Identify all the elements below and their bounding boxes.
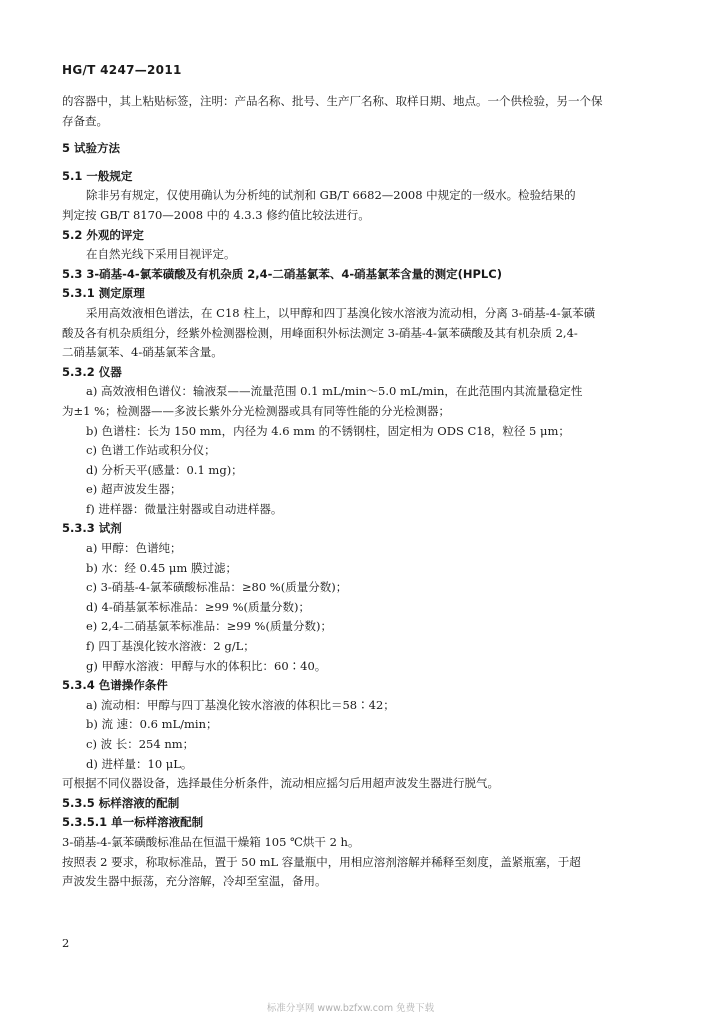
text-line: e) 超声波发生器； [86,482,182,497]
text-line: b) 流 速：0.6 mL/min； [86,717,218,732]
body-text [62,92,652,892]
section-heading: 5.3.2 仪器 [62,364,122,379]
section-heading: 5.3 3-硝基-4-氯苯磺酸及有机杂质 2,4-二硝基氯苯、4-硝基氯苯含量的测定(HPLC) [62,266,502,281]
text-line: 存备查。 [62,113,108,128]
section-heading: 5.3.4 色谱操作条件 [62,678,168,693]
text-line: e) 2,4-二硝基氯苯标准品：≥99 %(质量分数)； [86,619,332,634]
text-line: a) 高效液相色谱仪：输液泵——流量范围 0.1 mL/min～5.0 mL/min，在此范围内其流量稳定性 [86,384,583,399]
text-line: c) 色谱工作站或积分仪； [86,443,216,458]
spacer [62,131,652,139]
text-line: c) 波 长：254 nm； [86,737,195,751]
text-line: 除非另有规定，仅使用确认为分析纯的试剂和 GB/T 6682—2008 中规定的一级水。检验结果的 [86,188,576,203]
section-heading: 5.2 外观的评定 [62,227,144,242]
page-number: 2 [62,936,70,950]
text-line: 可根据不同仪器设备，选择最佳分析条件，流动相应摇匀后用超声波发生器进行脱气。 [62,776,499,791]
text-line: 为±1 %；检测器——多波长紫外分光检测器或具有同等性能的分光检测器； [62,403,451,418]
text-line: 的容器中，其上粘贴标签，注明：产品名称、批号、生产厂名称、取样日期、地点。一个供检验，另一个保 [62,94,603,108]
text-line: a) 流动相：甲醇与四丁基溴化铵水溶液的体积比＝58∶42； [86,697,395,712]
watermark-footer: 标准分享网 www.bzfxw.com 免费下载 [266,1003,435,1014]
text-line: 酸及各有机杂质组分，经紫外检测器检测，用峰面积外标法测定 3-硝基-4-氯苯磺酸及其有机杂质 2,4- [62,325,578,340]
text-line: a) 甲醇：色谱纯； [86,541,182,556]
text-line: 采用高效液相色谱法，在 C18 柱上，以甲醇和四丁基溴化铵水溶液为流动相，分离 3-硝基-4-氯苯磺 [86,305,596,320]
section-heading: 5.3.5.1 单一标样溶液配制 [62,815,204,830]
section-heading: 5.3.1 测定原理 [62,286,145,301]
section-heading: 5.1 一般规定 [62,168,133,183]
text-line: 判定按 GB/T 8170—2008 中的 4.3.3 修约值比较法进行。 [62,207,370,222]
text-line: d) 分析天平(感量：0.1 mg)； [86,462,243,477]
text-line: 3-硝基-4-氯苯磺酸标准品在恒温干燥箱 105 ℃烘干 2 h。 [62,834,360,849]
text-line: f) 四丁基溴化铵水溶液：2 g/L； [86,639,255,654]
text-line: b) 色谱柱：长为 150 mm，内径为 4.6 mm 的不锈钢柱，固定相为 ODS C18，粒径 5 μm； [86,423,570,438]
text-line: f) 进样器：微量注射器或自动进样器。 [86,501,283,516]
text-line: 在自然光线下采用目视评定。 [86,247,236,262]
spacer [62,159,652,167]
text-line: d) 4-硝基氯苯标准品：≥99 %(质量分数)； [86,599,311,614]
text-line: c) 3-硝基-4-氯苯磺酸标准品：≥80 %(质量分数)； [86,580,348,595]
text-line: g) 甲醇水溶液：甲醇与水的体积比：60∶40。 [86,658,327,673]
section-heading: 5.3.5 标样溶液的配制 [62,795,180,810]
text-line: 二硝基氯苯、4-硝基氯苯含量。 [62,345,223,360]
text-line: 声波发生器中振荡，充分溶解，冷却至室温，备用。 [62,874,327,889]
standard-number-header: HG/T 4247—2011 [62,63,182,77]
text-line: 按照表 2 要求，称取标准品，置于 50 mL 容量瓶中，用相应溶剂溶解并稀释至刻度，盖紧瓶塞，于超 [62,854,581,869]
text-line: d) 进样量：10 μL。 [86,756,193,771]
section-heading: 5.3.3 试剂 [62,521,122,536]
text-line: b) 水：经 0.45 μm 膜过滤； [86,560,237,575]
section-heading: 5 试验方法 [62,141,121,156]
